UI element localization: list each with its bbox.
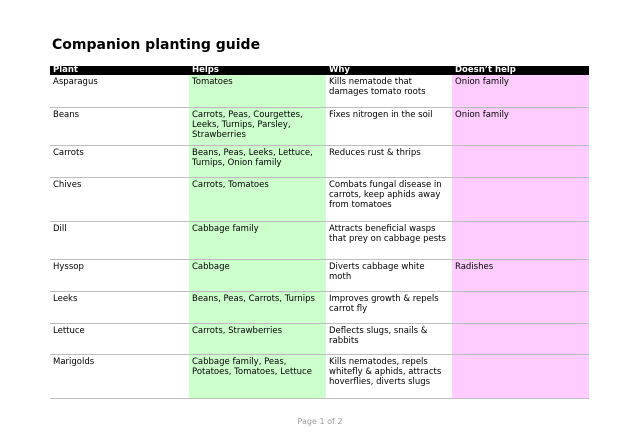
cell-doesnt-help (452, 354, 589, 398)
cell-helps: Cabbage (189, 259, 326, 291)
cell-helps: Carrots, Strawberries (189, 323, 326, 354)
cell-plant: Asparagus (50, 75, 189, 107)
cell-why: Fixes nitrogen in the soil (326, 107, 452, 145)
cell-why: Reduces rust & thrips (326, 145, 452, 177)
cell-why: Improves growth & repels carrot fly (326, 291, 452, 323)
cell-why: Kills nematodes, repels whitefly & aphids, attracts hoverflies, diverts slugs (326, 354, 452, 398)
cell-helps: Tomatoes (189, 75, 326, 107)
cell-plant: Beans (50, 107, 189, 145)
cell-helps: Cabbage family (189, 221, 326, 259)
cell-plant: Hyssop (50, 259, 189, 291)
cell-plant: Chives (50, 177, 189, 221)
page-footer: Page 1 of 2 (297, 417, 343, 426)
table-row (50, 323, 589, 354)
cell-plant: Lettuce (50, 323, 189, 354)
table-body (50, 75, 589, 398)
cell-doesnt-help: Onion family (452, 107, 589, 145)
cell-plant: Dill (50, 221, 189, 259)
table-row (50, 221, 589, 259)
table-row (50, 145, 589, 177)
table-row (50, 107, 589, 145)
table-row (50, 291, 589, 323)
cell-plant: Marigolds (50, 354, 189, 398)
cell-helps: Cabbage family, Peas, Potatoes, Tomatoes, Lettuce (189, 354, 326, 398)
cell-why: Diverts cabbage white moth (326, 259, 452, 291)
cell-helps: Carrots, Peas, Courgettes, Leeks, Turnips, Parsley, Strawberries (189, 107, 326, 145)
cell-why: Kills nematode that damages tomato roots (326, 75, 452, 107)
column-header-plant: Plant (50, 66, 189, 75)
cell-doesnt-help (452, 323, 589, 354)
cell-why: Attracts beneficial wasps that prey on cabbage pests (326, 221, 452, 259)
cell-doesnt-help (452, 221, 589, 259)
cell-plant: Leeks (50, 291, 189, 323)
cell-doesnt-help (452, 177, 589, 221)
table-row (50, 177, 589, 221)
cell-why: Deflects slugs, snails & rabbits (326, 323, 452, 354)
cell-doesnt-help (452, 145, 589, 177)
companion-table (50, 66, 589, 399)
page-title: Companion planting guide (52, 37, 261, 53)
cell-helps: Beans, Peas, Leeks, Lettuce, Turnips, Onion family (189, 145, 326, 177)
table-header-row (50, 66, 589, 75)
cell-why: Combats fungal disease in carrots, keep aphids away from tomatoes (326, 177, 452, 221)
table-row (50, 354, 589, 398)
cell-doesnt-help: Radishes (452, 259, 589, 291)
column-header-why: Why (326, 66, 452, 75)
cell-doesnt-help: Onion family (452, 75, 589, 107)
column-header-doesnt-help: Doesn’t help (452, 66, 589, 75)
cell-helps: Carrots, Tomatoes (189, 177, 326, 221)
table-row (50, 259, 589, 291)
cell-plant: Carrots (50, 145, 189, 177)
table-row (50, 75, 589, 107)
cell-helps: Beans, Peas, Carrots, Turnips (189, 291, 326, 323)
column-header-helps: Helps (189, 66, 326, 75)
cell-doesnt-help (452, 291, 589, 323)
